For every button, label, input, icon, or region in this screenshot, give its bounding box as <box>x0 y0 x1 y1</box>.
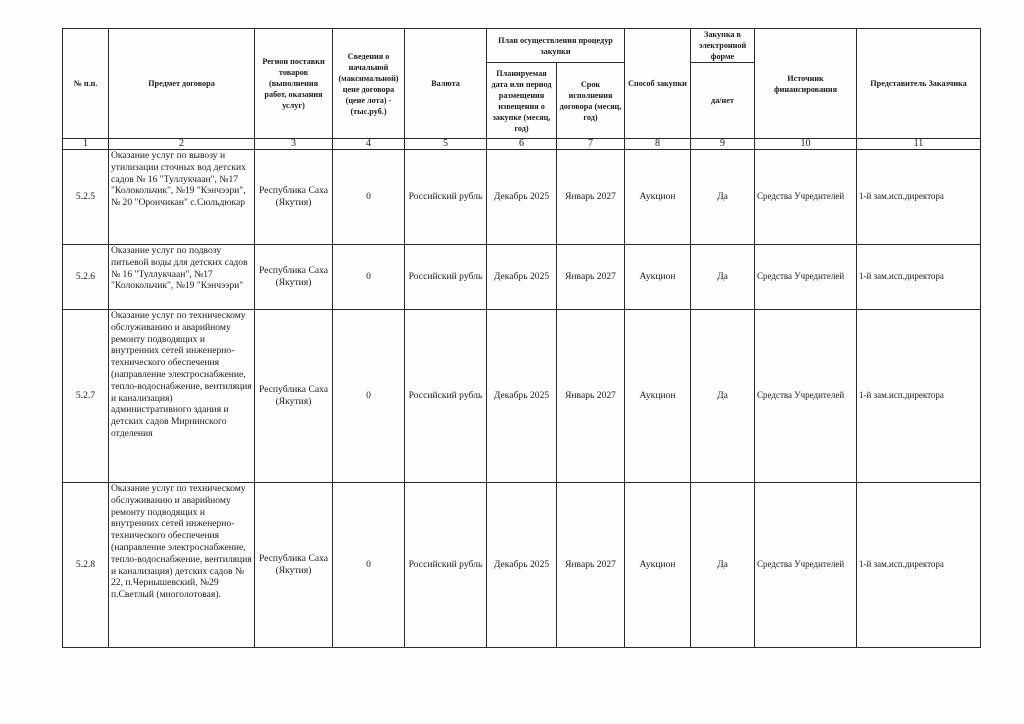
column-number: 10 <box>755 139 857 150</box>
header-region: Регион поставки товаров (выполнения работ, оказания услуг) <box>255 29 333 139</box>
row-subject: Оказание услуг по вывозу и утилизации сточных вод детских садов № 16 "Туллукчаан", №17 "Колокольчик", №19 "Кэнчээри", № 20 "Орончикан" с.Сюльдюкар <box>109 150 255 245</box>
row-method: Аукцион <box>625 245 691 310</box>
row-subject: Оказание услуг по техническому обслуживанию и аварийному ремонту подводящих и внутренних сетей инженерно-технического обеспечения (направление электроснабжение, тепло-водоснабжение, вентиляция и канализация) административного здания и детских садов Мирнинского отделения <box>109 310 255 483</box>
row-num: 5.2.7 <box>63 310 109 483</box>
row-price: 0 <box>333 483 405 648</box>
row-funding: Средства Учредителей <box>755 245 857 310</box>
header-funding: Источник финансирования <box>755 29 857 139</box>
row-method: Аукцион <box>625 310 691 483</box>
row-price: 0 <box>333 245 405 310</box>
row-term: Январь 2027 <box>557 310 625 483</box>
row-term: Январь 2027 <box>557 245 625 310</box>
column-number: 9 <box>691 139 755 150</box>
row-method: Аукцион <box>625 483 691 648</box>
header-plan-date: Планируемая дата или период размещения извещения о закупке (месяц, год) <box>487 63 557 139</box>
row-representative: 1-й зам.исп.директора <box>857 483 981 648</box>
row-funding: Средства Учредителей <box>755 310 857 483</box>
row-representative: 1-й зам.исп.директора <box>857 310 981 483</box>
row-funding: Средства Учредителей <box>755 150 857 245</box>
row-subject: Оказание услуг по подвозу питьевой воды для детских садов № 16 "Туллукчаан", №17 "Колокольчик", №19 "Кэнчээри" <box>109 245 255 310</box>
row-electronic: Да <box>691 483 755 648</box>
row-price: 0 <box>333 150 405 245</box>
header-subject: Предмет договора <box>109 29 255 139</box>
row-representative: 1-й зам.исп.директора <box>857 245 981 310</box>
header-term: Срок исполнения договора (месяц, год) <box>557 63 625 139</box>
header-electronic-yesno: да/нет <box>691 63 755 139</box>
header-currency: Валюта <box>405 29 487 139</box>
row-electronic: Да <box>691 245 755 310</box>
row-electronic: Да <box>691 310 755 483</box>
row-currency: Российский рубль <box>405 483 487 648</box>
header-price: Сведения о начальной (максимальной) цене договора (цене лота) - (тыс.руб.) <box>333 29 405 139</box>
table-row <box>63 310 981 483</box>
row-plan-date: Декабрь 2025 <box>487 483 557 648</box>
column-number: 3 <box>255 139 333 150</box>
row-subject: Оказание услуг по техническому обслуживанию и аварийному ремонту подводящих и внутренних сетей инженерно-технического обеспечения (направление электроснабжение, тепло-водоснабжение, вентиляция и канализация) детских садов № 22, п.Чернышевский, №29 п.Светлый (многолотовая). <box>109 483 255 648</box>
row-region: Республика Саха (Якутия) <box>255 245 333 310</box>
column-number: 11 <box>857 139 981 150</box>
row-plan-date: Декабрь 2025 <box>487 245 557 310</box>
column-number: 1 <box>63 139 109 150</box>
row-num: 5.2.5 <box>63 150 109 245</box>
header-method: Способ закупки <box>625 29 691 139</box>
table-row <box>63 483 981 648</box>
row-currency: Российский рубль <box>405 150 487 245</box>
column-number: 2 <box>109 139 255 150</box>
column-number: 6 <box>487 139 557 150</box>
row-num: 5.2.8 <box>63 483 109 648</box>
header-representative: Представитель Заказчика <box>857 29 981 139</box>
column-number: 5 <box>405 139 487 150</box>
row-term: Январь 2027 <box>557 150 625 245</box>
row-currency: Российский рубль <box>405 310 487 483</box>
row-region: Республика Саха (Якутия) <box>255 310 333 483</box>
header-num: № п.п. <box>63 29 109 139</box>
row-plan-date: Декабрь 2025 <box>487 310 557 483</box>
row-funding: Средства Учредителей <box>755 483 857 648</box>
row-plan-date: Декабрь 2025 <box>487 150 557 245</box>
procurement-plan-table <box>62 28 981 648</box>
row-currency: Российский рубль <box>405 245 487 310</box>
column-number: 4 <box>333 139 405 150</box>
column-number: 8 <box>625 139 691 150</box>
column-number: 7 <box>557 139 625 150</box>
row-price: 0 <box>333 310 405 483</box>
row-method: Аукцион <box>625 150 691 245</box>
row-term: Январь 2027 <box>557 483 625 648</box>
table-row <box>63 150 981 245</box>
header-plan-group: План осуществления процедур закупки <box>487 29 625 63</box>
row-electronic: Да <box>691 150 755 245</box>
row-num: 5.2.6 <box>63 245 109 310</box>
header-electronic-group: Закупка в электронной форме <box>691 29 755 63</box>
row-region: Республика Саха (Якутия) <box>255 483 333 648</box>
row-representative: 1-й зам.исп.директора <box>857 150 981 245</box>
row-region: Республика Саха (Якутия) <box>255 150 333 245</box>
table-row <box>63 245 981 310</box>
